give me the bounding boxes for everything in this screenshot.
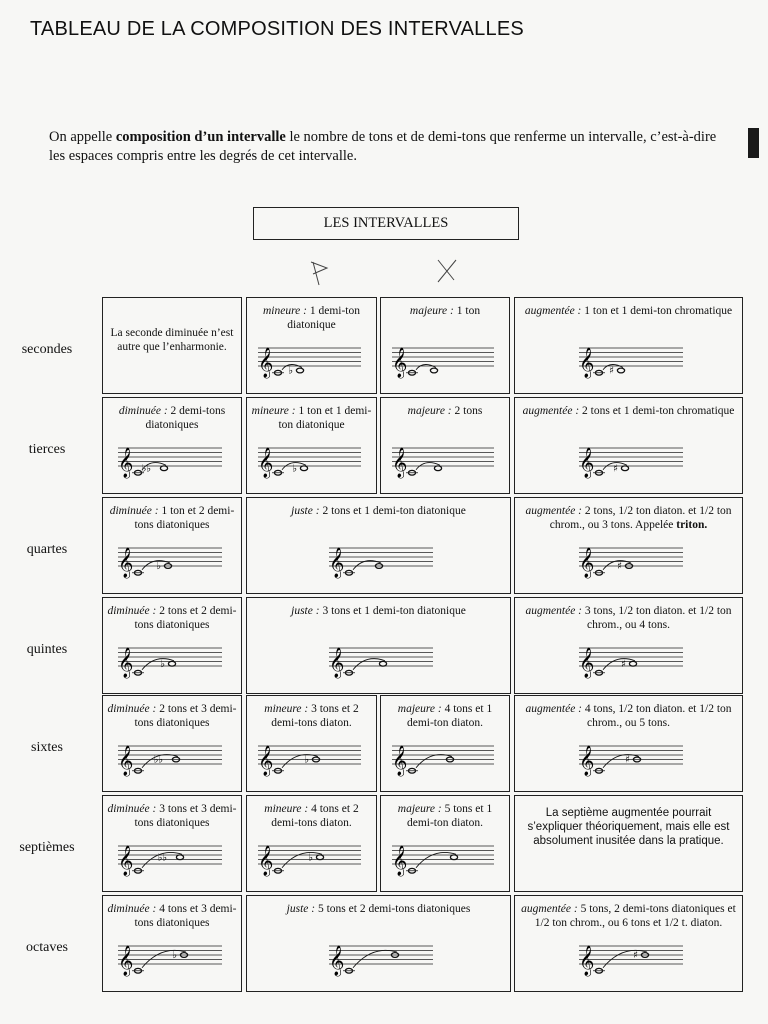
interval-quality: diminuée : — [107, 605, 157, 617]
intro-rest: le nombre de tons et de demi-tons que renferme un intervalle, c’est-à-dire les espaces compris entre les degrés de cet intervalle. — [49, 129, 717, 164]
interval-quality: augmentée : — [521, 903, 578, 915]
staff — [325, 640, 435, 684]
treble-clef-icon: 𝄞 — [579, 348, 595, 378]
staff — [325, 540, 435, 584]
staff — [114, 838, 224, 882]
whole-note-icon — [160, 466, 167, 471]
accidental-icon: ♭♭ — [141, 463, 151, 475]
whole-note-icon — [379, 661, 386, 666]
interval-cell — [246, 695, 377, 792]
interval-quality: mineure : — [264, 703, 309, 715]
accidental-icon: ♭♭ — [153, 754, 163, 766]
interval-cell — [380, 297, 510, 394]
tie-icon — [353, 659, 385, 670]
interval-nickname: triton. — [673, 519, 708, 531]
cell-text: diminuée : 1 ton et 2 demi-tons diatoniques — [109, 505, 235, 531]
whole-note-icon — [629, 661, 636, 666]
staff — [114, 540, 224, 584]
treble-clef-icon: 𝄞 — [258, 348, 274, 378]
whole-note-icon — [176, 855, 183, 860]
interval-quality: augmentée : — [525, 505, 583, 517]
interval-cell — [514, 397, 743, 494]
intro-paragraph — [49, 128, 717, 166]
staff — [575, 938, 685, 982]
cell-text: augmentée : 3 tons, 1/2 ton diaton. et 1/2 ton chrom., ou 4 tons. — [525, 605, 732, 631]
interval-cell — [246, 895, 511, 992]
interval-cell — [514, 597, 743, 694]
treble-clef-icon: 𝄞 — [579, 548, 595, 578]
whole-note-icon — [430, 368, 437, 373]
interval-cell — [514, 297, 743, 394]
whole-note-icon — [300, 466, 307, 471]
interval-quality: mineure : — [264, 803, 309, 815]
staff — [388, 838, 496, 882]
cell-text: diminuée : 2 demi-tons diatoniques — [118, 405, 226, 431]
interval-quality: majeure : — [409, 305, 454, 317]
staff — [254, 340, 363, 384]
interval-cell — [102, 795, 242, 892]
treble-clef-icon: 𝄞 — [118, 448, 134, 478]
whole-note-icon — [316, 855, 323, 860]
treble-clef-icon: 𝄞 — [579, 746, 595, 776]
cell-text: augmentée : 2 tons et 1 demi-ton chromatique — [522, 405, 735, 417]
staff — [114, 738, 224, 782]
accidental-icon: ♯ — [625, 754, 630, 766]
interval-cell — [246, 795, 377, 892]
staff — [575, 340, 685, 384]
interval-cell — [514, 895, 743, 992]
row-label: quartes — [26, 542, 68, 557]
interval-cell — [514, 795, 743, 892]
staff — [575, 738, 685, 782]
treble-clef-icon: 𝄞 — [118, 746, 134, 776]
tie-icon — [142, 659, 174, 670]
cell-text: majeure : 5 tons et 1 demi-ton diaton. — [397, 803, 493, 829]
treble-clef-icon: 𝄞 — [579, 946, 595, 976]
cell-text: mineure : 3 tons et 2 demi-tons diaton. — [264, 703, 359, 729]
treble-clef-icon: 𝄞 — [118, 648, 134, 678]
tie-icon — [353, 950, 397, 967]
interval-quality: juste : — [286, 903, 316, 915]
tie-icon — [416, 364, 436, 369]
cell-text: La septième augmentée pourrait s’expliquer théoriquement, mais elle est absolument inusitée dans la pratique. — [527, 807, 730, 847]
treble-clef-icon: 𝄞 — [258, 846, 274, 876]
row-label: octaves — [26, 940, 68, 955]
whole-note-icon — [434, 466, 441, 471]
pencil-cross-icon — [432, 256, 462, 286]
interval-quality: diminuée : — [107, 703, 157, 715]
row-label: secondes — [21, 342, 73, 357]
table-header: LES INTERVALLES — [253, 207, 519, 240]
staff — [114, 938, 224, 982]
cell-text: augmentée : 2 tons, 1/2 ton diaton. et 1/2 ton chrom., ou 3 tons. Appelée triton. — [525, 505, 732, 531]
interval-quality: majeure : — [397, 703, 442, 715]
treble-clef-icon: 𝄞 — [579, 648, 595, 678]
accidental-icon: ♯ — [621, 658, 626, 670]
treble-clef-icon: 𝄞 — [118, 946, 134, 976]
cell-text: mineure : 1 ton et 1 demi-ton diatonique — [251, 405, 372, 431]
treble-clef-icon: 𝄞 — [329, 648, 345, 678]
interval-cell — [246, 597, 511, 694]
treble-clef-icon: 𝄞 — [118, 548, 134, 578]
interval-cell — [380, 397, 510, 494]
treble-clef-icon: 𝄞 — [392, 846, 408, 876]
interval-cell — [380, 795, 510, 892]
staff — [388, 440, 496, 484]
accidental-icon: ♯ — [617, 561, 622, 572]
cell-text: majeure : 4 tons et 1 demi-ton diaton. — [397, 703, 493, 729]
interval-cell — [102, 497, 242, 594]
cell-text: diminuée : 4 tons et 3 demi-tons diatoniques — [107, 903, 237, 929]
staff — [575, 640, 685, 684]
staff — [114, 640, 224, 684]
staff — [254, 838, 363, 882]
interval-cell — [102, 297, 242, 394]
treble-clef-icon: 𝄞 — [329, 946, 345, 976]
interval-cell — [102, 597, 242, 694]
interval-quality: diminuée : — [107, 903, 157, 915]
row-label: septièmes — [19, 840, 75, 855]
interval-cell — [102, 695, 242, 792]
interval-quality: augmentée : — [525, 703, 583, 715]
whole-note-icon — [296, 368, 303, 373]
interval-quality: mineure : — [263, 305, 307, 317]
interval-cell — [102, 397, 242, 494]
staff — [575, 440, 685, 484]
accidental-icon: ♭ — [156, 561, 161, 572]
row-label: sixtes — [31, 740, 63, 755]
treble-clef-icon: 𝄞 — [329, 548, 345, 578]
staff — [325, 938, 435, 982]
cell-text: diminuée : 2 tons et 2 demi-tons diatoniques — [107, 605, 237, 631]
interval-quality: diminuée : — [107, 803, 157, 815]
interval-cell — [102, 895, 242, 992]
cell-text: juste : 3 tons et 1 demi-ton diatonique — [291, 605, 466, 617]
tie-icon — [603, 950, 647, 967]
accidental-icon: ♭ — [288, 365, 293, 377]
staff — [254, 440, 363, 484]
accidental-icon: ♭♭ — [157, 852, 167, 864]
cell-text: diminuée : 3 tons et 3 demi-tons diatoniques — [107, 803, 237, 829]
accidental-icon: ♭ — [304, 754, 309, 766]
tie-icon — [603, 659, 635, 670]
treble-clef-icon: 𝄞 — [392, 448, 408, 478]
interval-cell — [246, 497, 511, 594]
treble-clef-icon: 𝄞 — [258, 746, 274, 776]
accidental-icon: ♭ — [308, 852, 313, 864]
interval-quality: augmentée : — [524, 305, 582, 317]
cell-text: juste : 5 tons et 2 demi-tons diatoniques — [286, 903, 471, 915]
accidental-icon: ♭ — [292, 463, 297, 475]
cell-text: majeure : 1 ton — [409, 305, 481, 317]
tie-icon — [142, 950, 186, 967]
accidental-icon: ♭ — [172, 950, 177, 961]
treble-clef-icon: 𝄞 — [392, 348, 408, 378]
interval-cell — [514, 695, 743, 792]
row-label: quintes — [26, 642, 68, 657]
interval-quality: augmentée : — [525, 605, 583, 617]
intro-term: composition d’un intervalle — [115, 129, 286, 145]
cell-text: diminuée : 2 tons et 3 demi-tons diatoniques — [107, 703, 237, 729]
interval-cell — [246, 397, 377, 494]
treble-clef-icon: 𝄞 — [392, 746, 408, 776]
accidental-icon: ♯ — [633, 950, 638, 961]
whole-note-icon — [450, 855, 457, 860]
whole-note-icon — [617, 368, 624, 373]
interval-quality: diminuée : — [118, 405, 168, 417]
cell-text: juste : 2 tons et 1 demi-ton diatonique — [291, 505, 466, 517]
interval-quality: juste : — [291, 505, 320, 517]
page-title: TABLEAU DE LA COMPOSITION DES INTERVALLES — [30, 18, 524, 40]
accidental-icon: ♯ — [613, 463, 618, 475]
cell-text: augmentée : 1 ton et 1 demi-ton chromatique — [524, 305, 733, 317]
cell-text: augmentée : 4 tons, 1/2 ton diaton. et 1/2 ton chrom., ou 5 tons. — [525, 703, 732, 729]
row-label: tierces — [28, 442, 66, 457]
intro-lead: On appelle — [49, 129, 116, 145]
whole-note-icon — [621, 466, 628, 471]
cell-text: mineure : 4 tons et 2 demi-tons diaton. — [264, 803, 359, 829]
interval-quality: mineure : — [251, 405, 296, 417]
interval-quality: majeure : — [407, 405, 452, 417]
interval-quality: juste : — [291, 605, 320, 617]
interval-quality: majeure : — [397, 803, 442, 815]
cell-text: majeure : 2 tons — [407, 405, 483, 417]
treble-clef-icon: 𝄞 — [118, 846, 134, 876]
pencil-mark-icon — [305, 258, 335, 288]
interval-quality: diminuée : — [109, 505, 159, 517]
staff — [114, 440, 224, 484]
scan-mark-icon — [748, 128, 759, 158]
cell-text: augmentée : 5 tons, 2 demi-tons diatoniques et 1/2 ton chrom., ou 6 tons et 1/2 t. diaton. — [521, 903, 736, 929]
treble-clef-icon: 𝄞 — [579, 448, 595, 478]
interval-quality: augmentée : — [522, 405, 580, 417]
treble-clef-icon: 𝄞 — [258, 448, 274, 478]
staff — [575, 540, 685, 584]
whole-note-icon — [168, 661, 175, 666]
accidental-icon: ♯ — [609, 365, 614, 377]
interval-cell — [514, 497, 743, 594]
interval-cell — [246, 297, 377, 394]
cell-text: La seconde diminuée n’est autre que l’enharmonie. — [110, 327, 234, 353]
interval-cell — [380, 695, 510, 792]
accidental-icon: ♭ — [160, 658, 165, 670]
staff — [388, 340, 496, 384]
staff — [388, 738, 496, 782]
cell-text: mineure : 1 demi-ton diatonique — [263, 305, 360, 331]
staff — [254, 738, 363, 782]
